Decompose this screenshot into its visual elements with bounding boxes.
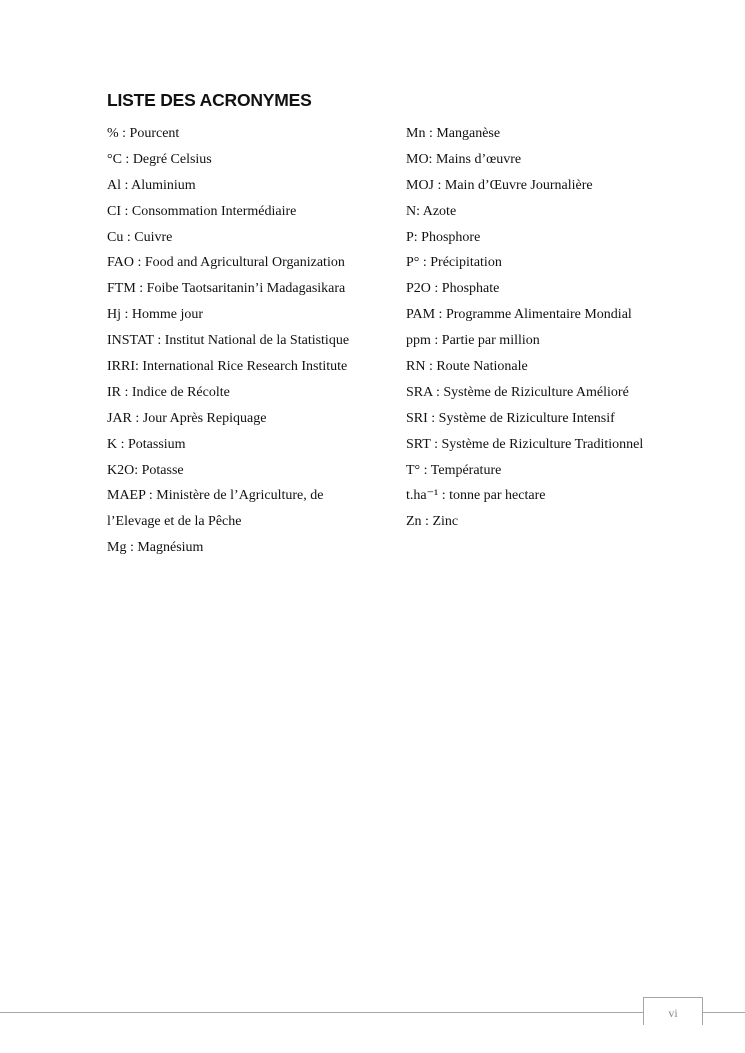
acronym-entry: Mg : Magnésium: [107, 540, 204, 556]
acronym-list-right: [406, 124, 706, 538]
acronym-entry: T° : Température: [406, 462, 502, 478]
acronym-entry: MOJ : Main d’Œuvre Journalière: [406, 177, 593, 193]
acronym-entry: CI : Consommation Intermédiaire: [107, 203, 297, 219]
footer-divider-right: [703, 1012, 745, 1013]
acronym-entry: RN : Route Nationale: [406, 359, 528, 375]
acronym-entry: IR : Indice de Récolte: [107, 384, 230, 400]
acronym-entry: INSTAT : Institut National de la Statistique: [107, 333, 350, 349]
acronym-entry: Al : Aluminium: [107, 177, 196, 193]
acronym-entry: P: Phosphore: [406, 229, 481, 245]
acronym-entry: IRRI: International Rice Research Institute: [107, 359, 348, 375]
acronym-entry: SRA : Système de Riziculture Amélioré: [406, 384, 629, 400]
acronym-entry: P° : Précipitation: [406, 255, 502, 271]
acronym-entry: FAO : Food and Agricultural Organization: [107, 255, 345, 271]
acronym-entry: MO: Mains d’œuvre: [406, 151, 522, 167]
acronym-entry: FTM : Foibe Taotsaritanin’i Madagasikara: [107, 281, 346, 297]
acronym-entry: JAR : Jour Après Repiquage: [107, 410, 267, 426]
acronym-entry: Zn : Zinc: [406, 514, 459, 530]
acronym-entry: K : Potassium: [107, 436, 186, 452]
footer-divider: [0, 1012, 643, 1013]
acronym-entry: Hj : Homme jour: [107, 307, 204, 323]
acronym-entry: °C : Degré Celsius: [107, 151, 212, 167]
acronym-entry: PAM : Programme Alimentaire Mondial: [406, 307, 632, 323]
acronym-entry: t.ha⁻¹ : tonne par hectare: [406, 488, 546, 504]
acronym-entry: P2O : Phosphate: [406, 281, 500, 297]
acronym-entry: N: Azote: [406, 203, 457, 219]
acronym-entry: SRT : Système de Riziculture Traditionnel: [406, 436, 644, 452]
acronym-entry: ppm : Partie par million: [406, 333, 540, 349]
acronym-list-left: [107, 124, 397, 564]
page-number: vi: [643, 997, 703, 1025]
acronym-entry: Cu : Cuivre: [107, 229, 173, 245]
acronym-entry: K2O: Potasse: [107, 462, 184, 478]
acronym-entry: Mn : Manganèse: [406, 126, 501, 141]
acronym-entry: MAEP : Ministère de l’Agriculture, de: [107, 488, 324, 504]
page-title: LISTE DES ACRONYMES: [107, 90, 312, 110]
acronym-entry: l’Elevage et de la Pêche: [107, 514, 242, 530]
acronym-entry: % : Pourcent: [107, 126, 180, 141]
acronym-entry: SRI : Système de Riziculture Intensif: [406, 410, 615, 426]
